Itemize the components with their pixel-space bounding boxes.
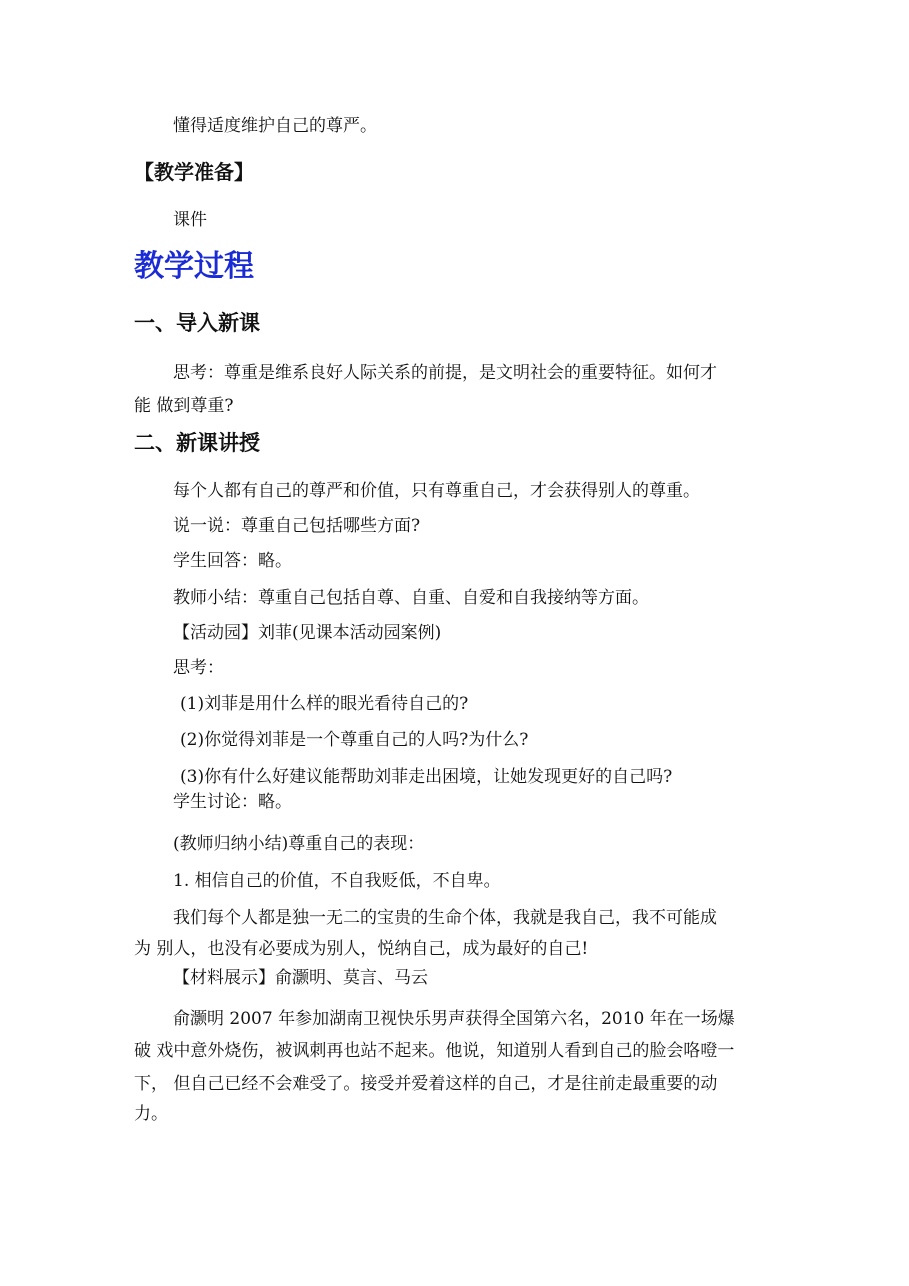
section-2-line-10: 【材料展示】俞灏明、莫言、马云 (173, 968, 428, 988)
section-2-paragraph-3-line-2: 破 戏中意外烧伤，被讽刺再也站不起来。他说，知道别人看到自己的脸会咯噔一 (134, 1041, 735, 1061)
section-2-paragraph-3-line-1: 俞灏明 2007 年参加湖南卫视快乐男声获得全国第六名，2010 年在一场爆 (173, 1009, 735, 1029)
section-2-paragraph-3-line-4: 力。 (134, 1104, 168, 1124)
section-1-paragraph-line-1: 思考：尊重是维系良好人际关系的前提，是文明社会的重要特征。如何才 (173, 363, 717, 383)
question-2: (2)你觉得刘菲是一个尊重自己的人吗?为什么? (180, 730, 529, 750)
section-2-line-1: 每个人都有自己的尊严和价值，只有尊重自己，才会获得别人的尊重。 (173, 481, 700, 501)
question-3: (3)你有什么好建议能帮助刘菲走出困境，让她发现更好的自己吗? (180, 767, 673, 787)
prep-text: 课件 (173, 210, 207, 230)
question-1: (1)刘菲是用什么样的眼光看待自己的? (180, 694, 469, 714)
process-heading: 教学过程 (134, 249, 254, 284)
section-2-line-6: 思考： (173, 658, 224, 678)
section-2-paragraph-2-line-2: 为 别人，也没有必要成为别人，悦纳自己，成为最好的自己! (134, 939, 589, 959)
objective-line: 懂得适度维护自己的尊严。 (173, 116, 377, 136)
section-2-line-5: 【活动园】刘菲(见课本活动园案例) (173, 623, 442, 643)
section-1-heading: 一、导入新课 (134, 311, 260, 335)
section-2-line-4: 教师小结：尊重自己包括自尊、自重、自爱和自我接纳等方面。 (173, 588, 649, 608)
section-2-line-7: 学生讨论：略。 (173, 792, 292, 812)
section-2-heading: 二、新课讲授 (134, 431, 260, 455)
section-2-paragraph-3-line-3: 下， 但自己已经不会难受了。接受并爱着这样的自己，才是往前走最重要的动 (134, 1074, 718, 1094)
section-2-line-2: 说一说：尊重自己包括哪些方面? (173, 516, 421, 536)
prep-heading: 【教学准备】 (134, 160, 254, 184)
section-2-line-8: (教师归纳小结)尊重自己的表现： (173, 834, 425, 854)
section-2-line-3: 学生回答：略。 (173, 551, 292, 571)
section-1-paragraph-line-2: 能 做到尊重? (134, 396, 234, 416)
section-2-paragraph-2-line-1: 我们每个人都是独一无二的宝贵的生命个体，我就是我自己，我不可能成 (173, 908, 717, 928)
section-2-line-9: 1. 相信自己的价值，不自我贬低，不自卑。 (173, 871, 501, 891)
